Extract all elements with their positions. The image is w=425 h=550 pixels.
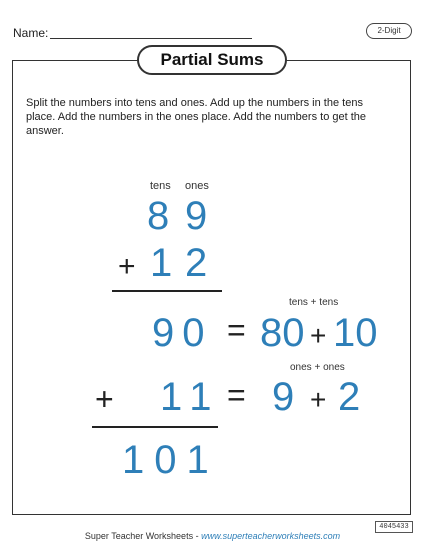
ones-plus-sign: + — [95, 381, 114, 417]
ones-column-label: ones — [185, 180, 209, 192]
level-badge: 2-Digit — [366, 23, 412, 39]
bottom-ones-digit: 2 — [185, 241, 208, 285]
name-line[interactable] — [50, 38, 252, 39]
ones-plus: + — [310, 384, 327, 415]
footer-brand: Super Teacher Worksheets - — [84, 531, 202, 541]
ones-equals: = — [227, 377, 246, 413]
top-ones-digit: 9 — [185, 194, 208, 238]
sum-line — [112, 290, 222, 292]
ones-partial-sum: 11 — [160, 375, 222, 419]
answer-line — [92, 426, 218, 428]
footer — [0, 531, 425, 541]
tens-caption: tens + tens — [289, 297, 339, 308]
footer-url[interactable]: www.superteacherworksheets.com — [201, 531, 341, 541]
tens-equals: = — [227, 312, 246, 348]
answer: 101 — [122, 438, 219, 482]
name-label: Name: — [13, 26, 49, 40]
tens-plus: + — [310, 320, 327, 351]
worksheet-code: 4045433 — [375, 521, 413, 533]
ones-addend-a: 9 — [272, 375, 295, 419]
tens-partial-sum: 90 — [152, 311, 213, 355]
page-title: Partial Sums — [137, 45, 287, 75]
tens-addend-b: 10 — [333, 311, 378, 355]
top-tens-digit: 8 — [147, 194, 170, 238]
tens-column-label: tens — [150, 180, 171, 192]
ones-addend-b: 2 — [338, 375, 361, 419]
tens-addend-a: 80 — [260, 311, 305, 355]
plus-sign: + — [118, 250, 136, 283]
instructions: Split the numbers into tens and ones. Add up the numbers in the tens place. Add the numbers in the ones place. Add the numbers to get the answer. — [26, 97, 367, 137]
bottom-tens-digit: 1 — [150, 241, 173, 285]
ones-caption: ones + ones — [290, 362, 345, 373]
